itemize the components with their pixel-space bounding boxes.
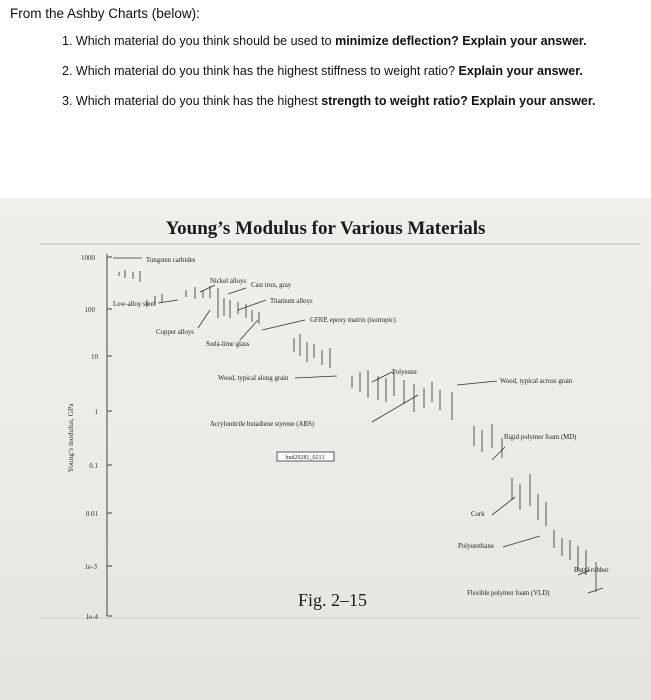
question-3-bold: strength to weight ratio? Explain your answer. <box>321 94 596 108</box>
leader-line <box>238 300 266 310</box>
material-label: Butyl rubber <box>574 567 609 574</box>
question-3-number: 3. <box>62 94 73 108</box>
question-3-text: Which material do you think has the highest <box>72 94 322 108</box>
material-label: Polyurethane <box>458 543 494 550</box>
leader-lines <box>113 258 603 593</box>
y-tick-label: 1000 <box>81 254 95 262</box>
material-label: Tungsten carbides <box>146 257 196 264</box>
leader-line <box>457 381 497 385</box>
material-label: Low-alloy steel <box>113 301 156 308</box>
question-2-number: 2. <box>62 64 73 78</box>
y-tick-label: 1e-4 <box>85 613 98 621</box>
header-title: From the Ashby Charts (below): <box>10 6 200 21</box>
y-axis-label: Young’s modulus, GPa <box>66 403 75 473</box>
question-2-bold: Explain your answer. <box>458 64 583 78</box>
leader-line <box>240 320 258 340</box>
material-label: Cast iron, gray <box>251 282 292 289</box>
y-tick-label: 1 <box>94 408 98 416</box>
leader-line <box>372 395 418 422</box>
leader-line <box>158 300 178 303</box>
material-label: Acrylonitrile butadiene styrene (ABS) <box>210 421 315 428</box>
material-label: Copper alloys <box>156 329 194 336</box>
y-tick-label: 100 <box>84 306 95 314</box>
material-label: Nickel alloys <box>210 278 247 285</box>
stamp-text: bud29281_0213 <box>285 455 325 461</box>
material-label: Wood, typical across grain <box>500 378 573 385</box>
material-label: Titanium alloys <box>270 298 313 305</box>
leader-line <box>295 376 337 378</box>
material-label: Flexible polymer foam (VLD) <box>467 590 550 597</box>
question-1-number: 1. <box>62 34 73 48</box>
figure-title: Young’s Modulus for Various Materials <box>165 218 486 239</box>
leader-line <box>372 372 392 382</box>
figure-caption: Fig. 2–15 <box>298 590 368 610</box>
material-label: Rigid polymer foam (MD) <box>504 434 577 441</box>
leader-line <box>228 288 246 294</box>
leader-line <box>262 320 305 330</box>
leader-line <box>503 536 540 547</box>
question-1-text: Which material do you think should be used to <box>72 34 336 48</box>
question-2-text: Which material do you think has the highest stiffness to weight ratio? <box>72 64 459 78</box>
y-tick-label: 1e-3 <box>84 563 97 571</box>
y-tick-label: 0.01 <box>85 510 98 518</box>
material-label: Polyester <box>392 369 418 376</box>
leader-line <box>198 310 210 328</box>
material-label: Wood, typical along grain <box>218 375 289 382</box>
material-label: Cork <box>471 511 485 518</box>
question-1-bold: minimize deflection? Explain your answer. <box>335 34 587 48</box>
leader-line <box>492 497 515 515</box>
material-labels <box>113 257 609 597</box>
material-label: GFRP, epoxy matrix (isotropic) <box>310 317 396 324</box>
leader-line <box>200 285 215 292</box>
material-label: Soda-lime glass <box>206 341 250 348</box>
y-tick-label: 0.1 <box>89 462 98 470</box>
leader-line <box>492 447 505 460</box>
y-tick-label: 10 <box>91 353 98 361</box>
